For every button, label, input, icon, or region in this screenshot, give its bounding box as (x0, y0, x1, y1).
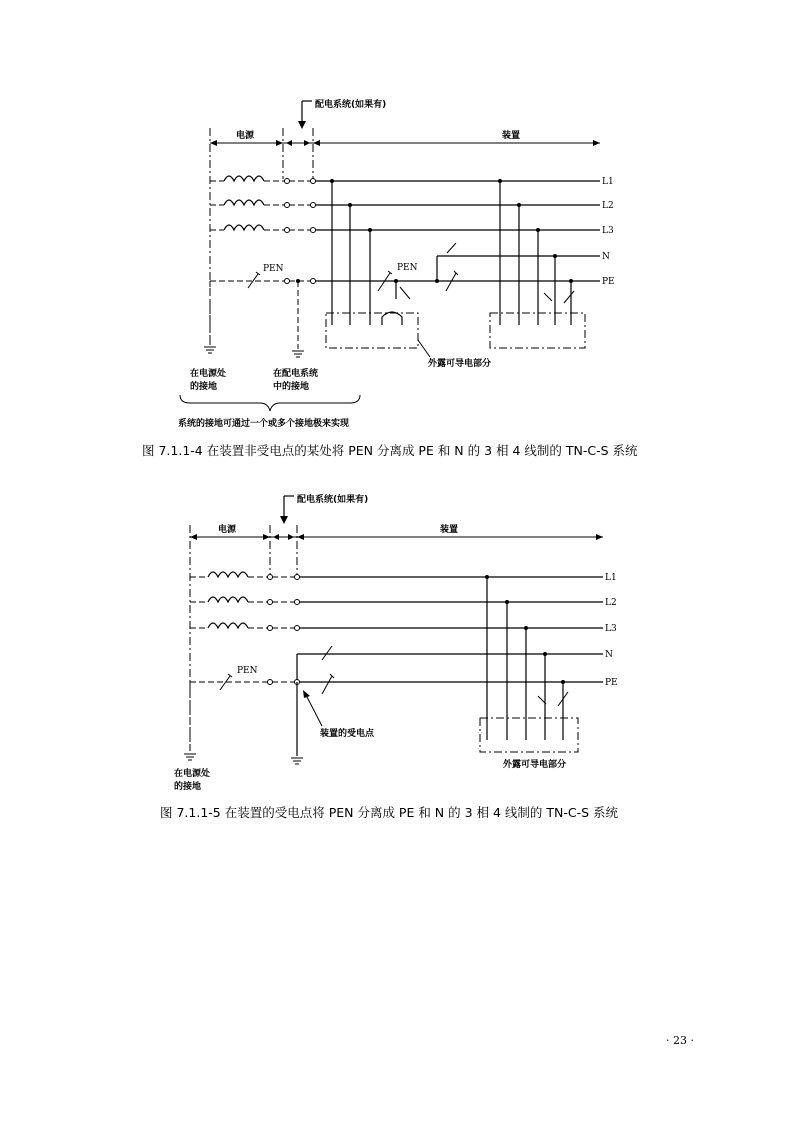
pen-label-left: PEN (263, 264, 284, 274)
pen-label-mid: PEN (397, 263, 418, 273)
conductor-label-l2-2: L2 (605, 598, 617, 608)
installation-label-2: 装置 (440, 525, 459, 535)
exposed-parts-label: 外露可导电部分 (428, 359, 492, 369)
earth-dist-label-line2: 中的接地 (273, 382, 310, 392)
conductor-label-l2: L2 (602, 201, 614, 211)
conductor-label-l3: L3 (602, 226, 614, 236)
conductor-label-n: N (602, 252, 610, 262)
origin-point-label: 装置的受电点 (320, 729, 375, 739)
figure-1-caption: 图 7.1.1-4 在装置非受电点的某处将 PEN 分离成 PE 和 N 的 3 相 4 线制的 TN-C-S 系统 (142, 443, 638, 458)
source-label-2: 电源 (218, 525, 237, 535)
page-number: · 23 · (666, 1034, 694, 1047)
distribution-system-label: 配电系统(如果有) (315, 100, 387, 110)
earth-source-label-2-line2: 的接地 (174, 782, 202, 792)
earthing-note: 系统的接地可通过一个或多个接地极来实现 (178, 419, 350, 429)
earth-source-label-line2: 的接地 (190, 382, 218, 392)
source-label: 电源 (236, 131, 255, 141)
conductor-label-n-2: N (605, 650, 613, 660)
pen-label-2: PEN (237, 666, 258, 676)
conductor-label-pe-2: PE (605, 678, 618, 688)
installation-label: 装置 (502, 131, 521, 141)
earth-source-label-line1: 在电源处 (190, 369, 227, 379)
exposed-parts-label-2: 外露可导电部分 (503, 760, 567, 770)
conductor-label-l1-2: L1 (605, 573, 617, 583)
earth-dist-label-line1: 在配电系统 (273, 369, 319, 379)
distribution-system-label-2: 配电系统(如果有) (297, 495, 369, 505)
figure-2-caption: 图 7.1.1-5 在装置的受电点将 PEN 分离成 PE 和 N 的 3 相 4 线制的 TN-C-S 系统 (160, 805, 619, 820)
conductor-label-pe: PE (602, 277, 615, 287)
earth-source-label-2-line1: 在电源处 (174, 769, 211, 779)
figure-2-diagram (160, 490, 630, 790)
conductor-label-l3-2: L3 (605, 624, 617, 634)
conductor-label-l1: L1 (602, 177, 614, 187)
figure-1-diagram (160, 95, 630, 435)
